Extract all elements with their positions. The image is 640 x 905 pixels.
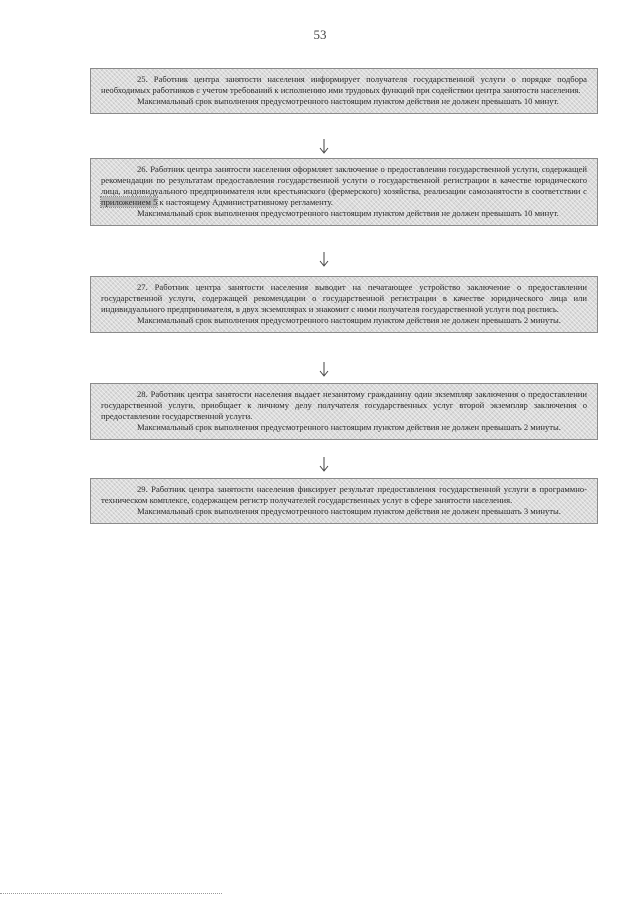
appendix-reference: приложением 5: [101, 197, 158, 207]
step-time-limit-text: Максимальный срок выполнения предусмотренного настоящим пунктом действия не должен превышать 2 минуты.: [137, 315, 561, 325]
step-time-limit-text: Максимальный срок выполнения предусмотренного настоящим пунктом действия не должен превышать 10 минут.: [137, 208, 559, 218]
flow-step-29: [90, 478, 598, 524]
down-arrow-icon: [316, 252, 332, 268]
step-action-text: 28. Работник центра занятости населения выдает незанятому гражданину один экземпляр заключения о предоставлении государственной услуги, приобщает к личному делу получателя государственных услуг второй экземпляр заключения о предоставлении государственной услуги.: [101, 389, 587, 421]
step-time-limit-text: Максимальный срок выполнения предусмотренного настоящим пунктом действия не должен превышать 2 минуты.: [137, 422, 561, 432]
step-time-limit-text: Максимальный срок выполнения предусмотренного настоящим пунктом действия не должен превышать 10 минут.: [137, 96, 559, 106]
step-action-text: 25. Работник центра занятости населения информирует получателя государственной услуги о порядке подбора необходимых работников с учетом требований к исполнению ими трудовых функций при содействии центра занятости населения.: [101, 74, 587, 95]
down-arrow-icon: [316, 457, 332, 473]
step-action-text: 29. Работник центра занятости населения фиксирует результат предоставления государственной услуги в программно-техническом комплексе, содержащем регистр получателей государственных услуг в сфере занятости населения.: [101, 484, 587, 505]
page-number: 53: [313, 27, 327, 42]
flow-step-26: [90, 158, 598, 226]
step-action-text: 26. Работник центра занятости населения оформляет заключение о предоставлении государственной услуги, содержащей рекомендации по результатам предоставления государственной услуги о государственной регистрации в качестве юридического лица, индивидуального предпринимателя или крестьянского (фермерского) хозяйства, реализации самозанятости в соответствии с приложением 5 к настоящему Административному регламенту.: [101, 164, 587, 207]
step-action-text: 27. Работник центра занятости населения выводит на печатающее устройство заключение о предоставлении государственной услуги, содержащей рекомендации о государственной регистрации в качестве юридического лица или индивидуального предпринимателя, в двух экземплярах и знакомит с ними получателя государственной услуги под роспись.: [101, 282, 587, 314]
flow-step-28: [90, 383, 598, 440]
flow-step-25: [90, 68, 598, 114]
flow-step-27: [90, 276, 598, 333]
down-arrow-icon: [316, 362, 332, 378]
footer-divider: [0, 893, 222, 894]
step-time-limit-text: Максимальный срок выполнения предусмотренного настоящим пунктом действия не должен превышать 3 минуты.: [137, 506, 561, 516]
down-arrow-icon: [316, 139, 332, 155]
